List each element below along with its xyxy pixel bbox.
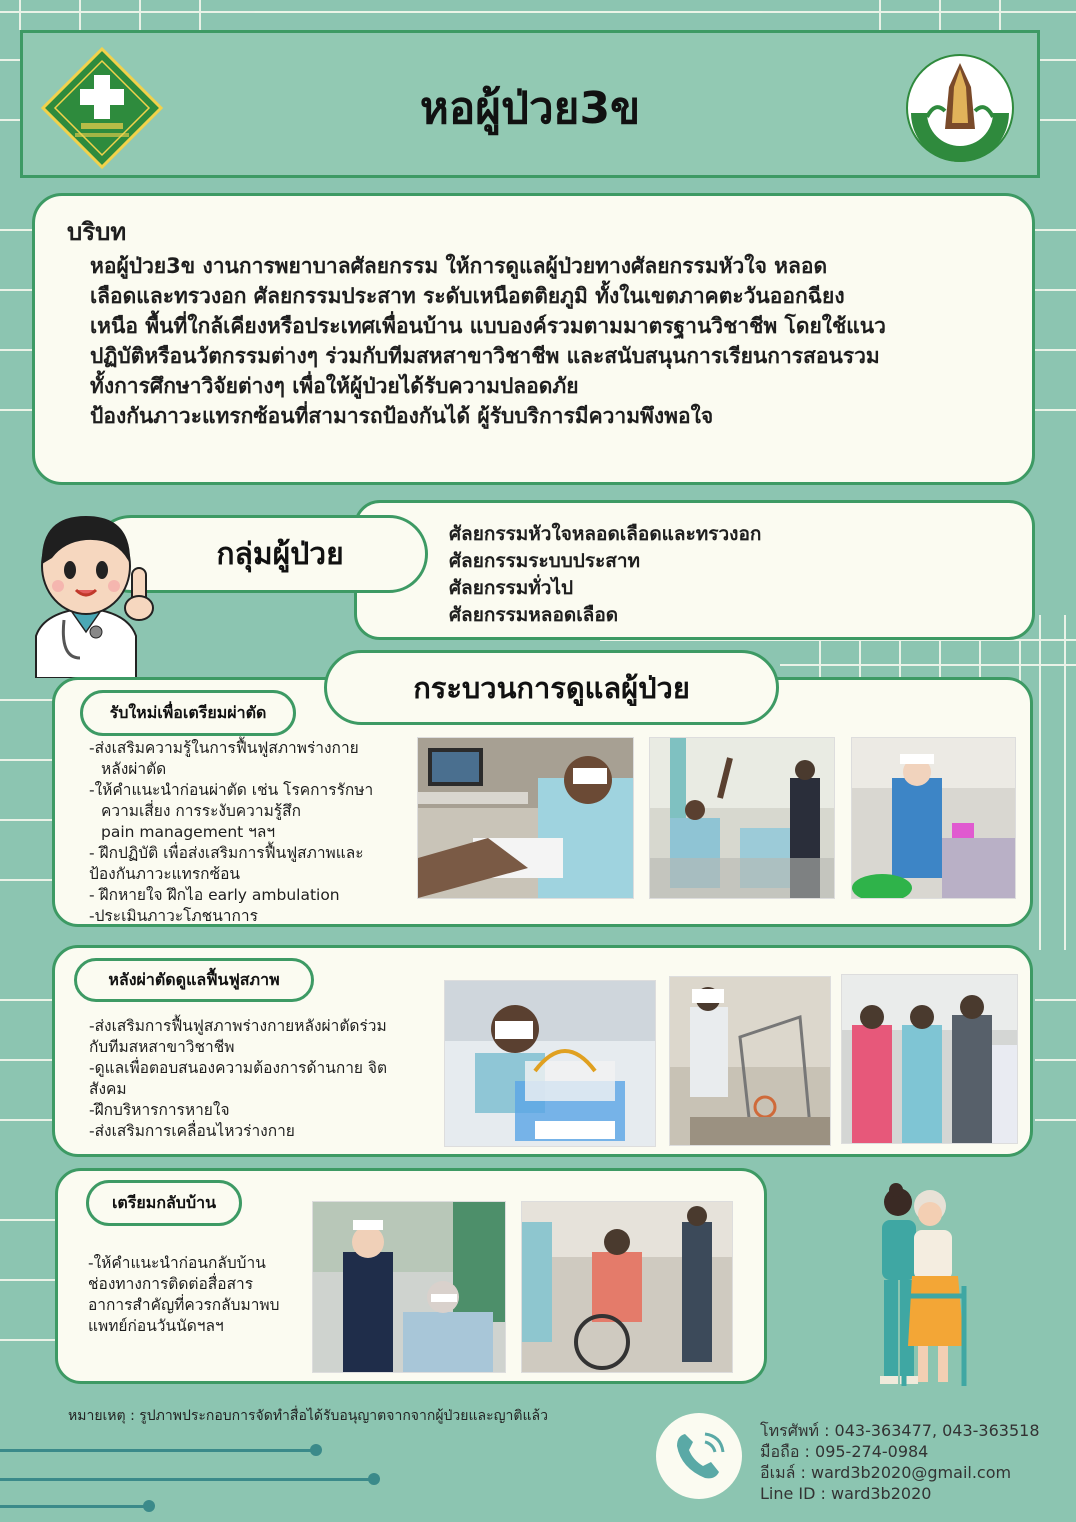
- caregiver-elderly-icon: [868, 1176, 988, 1396]
- photo-exercise-ward: [649, 737, 835, 899]
- list-item: ศัลยกรรมหลอดเลือด: [449, 604, 619, 626]
- context-line: ปฏิบัติหรือนวัตกรรมต่างๆ ร่วมกับทีมสหสาขาวิชาชีพ และสนับสนุนการเรียนการสอนรวม: [90, 344, 880, 368]
- photo-wheelchair-discharge: [521, 1201, 733, 1373]
- header-banner: [20, 30, 1040, 178]
- process-title: กระบวนการดูแลผู้ป่วย: [324, 650, 779, 725]
- list-item: กับทีมสหสาขาวิชาชีพ: [89, 1038, 235, 1056]
- list-item: -ดูแลเพื่อตอบสนองความต้องการด้านกาย จิต: [89, 1059, 388, 1077]
- phone-icon: [655, 1412, 743, 1500]
- list-item: หลังผ่าตัด: [101, 760, 167, 778]
- contact-line-id: Line ID : ward3b2020: [760, 1484, 932, 1503]
- list-item: -ประเมินภาวะโภชนาการ: [89, 907, 258, 925]
- list-item: ช่องทางการติดต่อสื่อสาร: [88, 1275, 254, 1293]
- list-item: -ฝึกบริหารการหายใจ: [89, 1101, 230, 1119]
- page-title: หอผู้ป่วย3ข: [419, 83, 641, 134]
- photo-preop-education: [417, 737, 634, 899]
- context-heading: บริบท: [67, 218, 127, 246]
- contact-mobile: มือถือ : 095-274-0984: [760, 1442, 929, 1461]
- footer-line: [0, 1449, 318, 1452]
- footer-line: [0, 1505, 150, 1508]
- context-paragraph: [90, 251, 1050, 431]
- list-item: -ให้คำแนะนำก่อนผ่าตัด เช่น โรคการรักษา: [89, 781, 374, 799]
- postop-label: หลังผ่าตัดดูแลฟื้นฟูสภาพ: [74, 958, 314, 1002]
- context-line: เหนือ พื้นที่ใกล้เคียงหรือประเทศเพื่อนบ้าน แบบองค์รวมตามมาตรฐานวิชาชีพ โดยใช้แนว: [90, 314, 886, 338]
- patient-groups-label: กลุ่มผู้ป่วย: [92, 515, 428, 593]
- list-item: -ส่งเสริมการฟื้นฟูสภาพร่างกายหลังผ่าตัดร่วม: [89, 1017, 387, 1035]
- list-item: - ฝึกหายใจ ฝึกไอ early ambulation: [89, 886, 340, 904]
- list-item: - ฝึกปฏิบัติ เพื่อส่งเสริมการฟื้นฟูสภาพและ: [89, 844, 364, 862]
- list-item: ศัลยกรรมทั่วไป: [449, 577, 574, 599]
- patient-groups-card: [354, 500, 1035, 640]
- list-item: อาการสำคัญที่ควรกลับมาพบ: [88, 1296, 280, 1314]
- photo-ambulation-walker: [669, 976, 831, 1146]
- list-item: สังคม: [89, 1080, 127, 1098]
- footer-dot: [310, 1444, 322, 1456]
- context-line: เลือดและทรวงอก ศัลยกรรมประสาท ระดับเหนือตติยภูมิ ทั้งในเขตภาคตะวันออกฉียง: [90, 284, 845, 308]
- list-item: แพทย์ก่อนวันนัดฯลฯ: [88, 1317, 224, 1335]
- nurse-cartoon-icon: [14, 508, 164, 678]
- postop-list: [89, 1016, 387, 1142]
- list-item: ศัลยกรรมระบบประสาท: [449, 550, 641, 572]
- admit-label: รับใหม่เพื่อเตรียมผ่าตัด: [80, 690, 296, 736]
- contact-phone: โทรศัพท์ : 043-363477, 043-363518: [760, 1421, 1040, 1440]
- footer-line: [0, 1478, 375, 1481]
- list-item: pain management ฯลฯ: [101, 823, 276, 841]
- context-line: ทั้งการศึกษาวิจัยต่างๆ เพื่อให้ผู้ป่วยได้รับความปลอดภัย: [90, 374, 579, 398]
- photo-consent-note: หมายเหตุ : รูปภาพประกอบการจัดทำสื่อได้รับอนุญาตจากจากผู้ป่วยและญาติแล้ว: [68, 1408, 548, 1424]
- photo-nurse-bedside: [851, 737, 1016, 899]
- admit-list: [89, 738, 373, 927]
- list-item: -ส่งเสริมการเคลื่อนไหวร่างกาย: [89, 1122, 295, 1140]
- contact-email: อีเมล์ : ward3b2020@gmail.com: [760, 1463, 1012, 1482]
- list-item: -ให้คำแนะนำก่อนกลับบ้าน: [88, 1254, 266, 1272]
- context-line: หอผู้ป่วย3ข งานการพยาบาลศัลยกรรม ให้การดูแลผู้ป่วยทางศัลยกรรมหัวใจ หลอด: [90, 254, 828, 278]
- list-item: -ส่งเสริมความรู้ในการฟื้นฟูสภาพร่างกาย: [89, 739, 359, 757]
- footer-dot: [143, 1500, 155, 1512]
- patient-group-list: [449, 521, 761, 629]
- discharge-label: เตรียมกลับบ้าน: [86, 1180, 242, 1226]
- list-item: ป้องกันภาวะแทรกซ้อน: [89, 865, 240, 883]
- photo-drain-patient: [444, 980, 656, 1147]
- list-item: ศัลยกรรมหัวใจหลอดเลือดและทรวงอก: [449, 523, 762, 545]
- discharge-list: [88, 1253, 279, 1337]
- contact-info: [760, 1420, 1040, 1504]
- photo-discharge-teaching: [312, 1201, 506, 1373]
- context-line: ป้องกันภาวะแทรกซ้อนที่สามารถป้องกันได้ ผู้รับบริการมีความพึงพอใจ: [90, 404, 714, 428]
- photo-walking-assist: [841, 974, 1018, 1144]
- list-item: ความเสี่ยง การระงับความรู้สึก: [101, 802, 301, 820]
- faculty-of-medicine-logo-icon: [905, 53, 1015, 163]
- footer-dot: [368, 1473, 380, 1485]
- context-card: [32, 193, 1035, 485]
